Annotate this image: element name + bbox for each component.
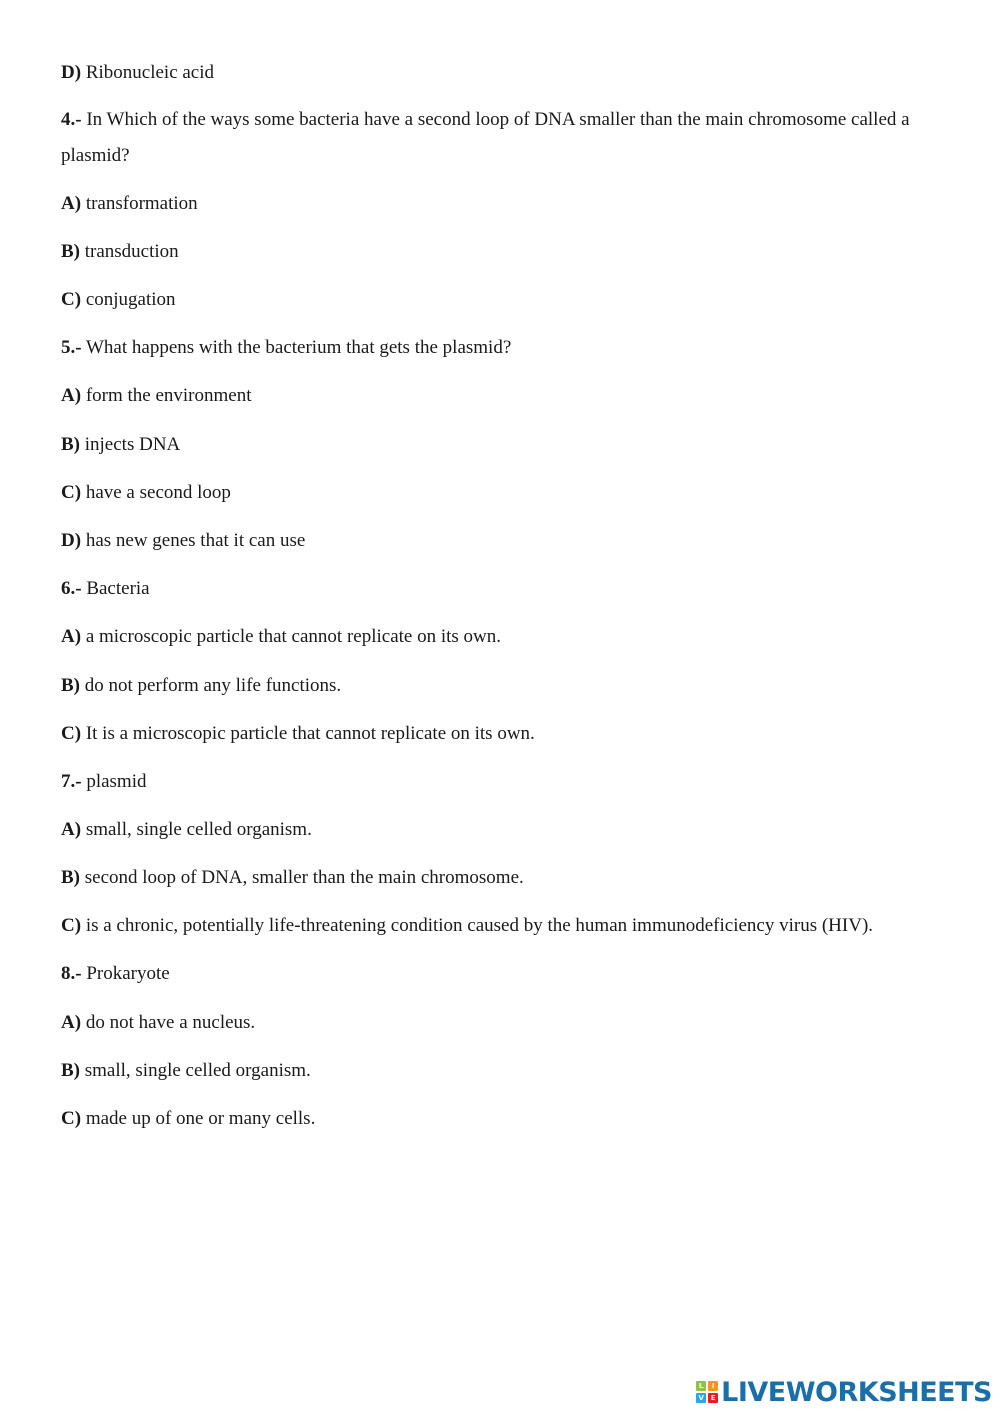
option-label: C) bbox=[61, 1108, 82, 1129]
option-text: conjugation bbox=[85, 289, 176, 310]
option-label: B) bbox=[61, 434, 80, 455]
question-text: Bacteria bbox=[86, 578, 150, 599]
question bbox=[61, 102, 941, 174]
option-text: is a chronic, potentially life-threatening condition caused by the human immunodeficiency virus (HIV). bbox=[85, 915, 874, 936]
answer-option bbox=[61, 625, 501, 649]
question-number: 4.- bbox=[61, 109, 82, 130]
option-label: B) bbox=[61, 867, 80, 888]
liveworksheets-logo bbox=[696, 1377, 992, 1407]
option-text: injects DNA bbox=[84, 434, 181, 455]
question-number: 7.- bbox=[61, 771, 82, 792]
question-text: Prokaryote bbox=[86, 963, 170, 984]
option-text: small, single celled organism. bbox=[84, 1060, 311, 1081]
logo-badge-letter: V bbox=[696, 1393, 706, 1403]
option-text: have a second loop bbox=[85, 482, 231, 503]
answer-option bbox=[61, 529, 305, 553]
option-label: A) bbox=[61, 1012, 82, 1033]
question-number: 5.- bbox=[61, 337, 82, 358]
option-text: do not perform any life functions. bbox=[84, 675, 342, 696]
answer-option bbox=[61, 818, 312, 842]
logo-badge-icon bbox=[696, 1381, 718, 1403]
option-label: D) bbox=[61, 530, 82, 551]
option-text: Ribonucleic acid bbox=[85, 62, 215, 83]
option-label: A) bbox=[61, 819, 82, 840]
option-label: B) bbox=[61, 675, 80, 696]
option-text: do not have a nucleus. bbox=[85, 1012, 256, 1033]
option-text: transformation bbox=[85, 193, 198, 214]
answer-option bbox=[61, 433, 180, 457]
answer-option bbox=[61, 240, 179, 264]
question bbox=[61, 336, 511, 360]
option-label: C) bbox=[61, 915, 82, 936]
option-text: second loop of DNA, smaller than the main chromosome. bbox=[84, 867, 524, 888]
question bbox=[61, 577, 150, 601]
answer-option bbox=[61, 61, 214, 85]
question-text: In Which of the ways some bacteria have a second loop of DNA smaller than the main chromosome called a plasmid? bbox=[61, 109, 910, 166]
answer-option bbox=[61, 866, 524, 890]
question bbox=[61, 770, 147, 794]
question-text: What happens with the bacterium that gets the plasmid? bbox=[86, 337, 512, 358]
answer-option bbox=[61, 914, 873, 938]
option-label: C) bbox=[61, 289, 82, 310]
option-text: form the environment bbox=[85, 385, 252, 406]
option-text: small, single celled organism. bbox=[85, 819, 312, 840]
answer-option bbox=[61, 722, 535, 746]
option-label: A) bbox=[61, 385, 82, 406]
answer-option bbox=[61, 288, 176, 312]
answer-option bbox=[61, 1011, 255, 1035]
option-label: A) bbox=[61, 626, 82, 647]
question-text: plasmid bbox=[86, 771, 147, 792]
option-text: a microscopic particle that cannot replicate on its own. bbox=[85, 626, 502, 647]
answer-option bbox=[61, 481, 231, 505]
question-number: 6.- bbox=[61, 578, 82, 599]
question-number: 8.- bbox=[61, 963, 82, 984]
answer-option bbox=[61, 1107, 315, 1131]
option-label: C) bbox=[61, 723, 82, 744]
answer-option bbox=[61, 384, 252, 408]
logo-text: LIVEWORKSHEETS bbox=[721, 1376, 992, 1408]
answer-option bbox=[61, 1059, 311, 1083]
question bbox=[61, 962, 170, 986]
option-label: B) bbox=[61, 241, 80, 262]
option-text: transduction bbox=[84, 241, 179, 262]
option-label: A) bbox=[61, 193, 82, 214]
answer-option bbox=[61, 192, 198, 216]
option-text: It is a microscopic particle that cannot replicate on its own. bbox=[85, 723, 535, 744]
logo-badge-letter: I bbox=[708, 1381, 718, 1391]
option-text: made up of one or many cells. bbox=[85, 1108, 316, 1129]
logo-badge-letter: L bbox=[696, 1381, 706, 1391]
logo-badge-letter: E bbox=[708, 1393, 718, 1403]
answer-option bbox=[61, 674, 341, 698]
option-label: C) bbox=[61, 482, 82, 503]
option-text: has new genes that it can use bbox=[85, 530, 306, 551]
option-label: D) bbox=[61, 62, 82, 83]
option-label: B) bbox=[61, 1060, 80, 1081]
